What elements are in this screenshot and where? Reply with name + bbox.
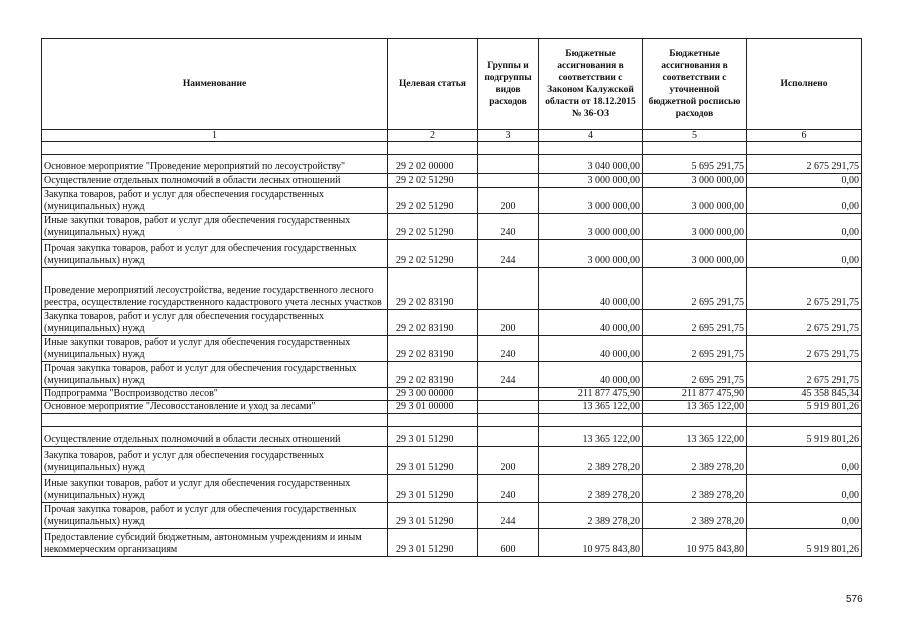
cell-target-article: 29 2 02 83190 <box>388 268 478 310</box>
cell-expense-group <box>478 268 539 310</box>
cell-expense-group: 240 <box>478 336 539 362</box>
cell-executed: 2 675 291,75 <box>747 268 862 310</box>
cell-law-allocation: 13 365 122,00 <box>539 401 643 414</box>
cell-executed: 5 919 801,26 <box>747 401 862 414</box>
cell-target-article: 29 2 02 00000 <box>388 155 478 174</box>
cell-name: Прочая закупка товаров, работ и услуг для обеспечения государственных (муниципальных) нужд <box>42 362 388 388</box>
cell-executed: 0,00 <box>747 188 862 214</box>
cell-name: Закупка товаров, работ и услуг для обеспечения государственных (муниципальных) нужд <box>42 447 388 475</box>
cell-name: Прочая закупка товаров, работ и услуг для обеспечения государственных (муниципальных) нужд <box>42 503 388 529</box>
spacer-cell <box>478 414 539 427</box>
cell-law-allocation: 40 000,00 <box>539 310 643 336</box>
cell-expense-group: 600 <box>478 529 539 557</box>
cell-law-allocation: 211 877 475,90 <box>539 388 643 401</box>
cell-expense-group: 200 <box>478 310 539 336</box>
cell-refined-allocation: 211 877 475,90 <box>643 388 747 401</box>
table-row <box>42 336 862 362</box>
cell-name: Основное мероприятие "Лесовосстановление и уход за лесами" <box>42 401 388 414</box>
spacer-row <box>42 414 862 427</box>
cell-law-allocation: 2 389 278,20 <box>539 447 643 475</box>
cell-refined-allocation: 2 389 278,20 <box>643 475 747 503</box>
table-row <box>42 529 862 557</box>
cell-target-article: 29 3 01 51290 <box>388 529 478 557</box>
cell-refined-allocation: 13 365 122,00 <box>643 427 747 447</box>
spacer-cell <box>747 414 862 427</box>
table-row <box>42 214 862 240</box>
column-number-row <box>42 130 862 142</box>
cell-expense-group: 200 <box>478 447 539 475</box>
cell-executed: 2 675 291,75 <box>747 336 862 362</box>
table-row <box>42 388 862 401</box>
cell-refined-allocation: 2 389 278,20 <box>643 447 747 475</box>
cell-target-article: 29 2 02 51290 <box>388 174 478 188</box>
cell-executed: 2 675 291,75 <box>747 362 862 388</box>
cell-target-article: 29 2 02 83190 <box>388 336 478 362</box>
cell-expense-group <box>478 427 539 447</box>
table-row <box>42 155 862 174</box>
header-expense-groups: Группы и подгруппы видов расходов <box>478 39 539 130</box>
table-row <box>42 427 862 447</box>
cell-name: Прочая закупка товаров, работ и услуг для обеспечения государственных (муниципальных) нужд <box>42 240 388 268</box>
cell-refined-allocation: 3 000 000,00 <box>643 174 747 188</box>
cell-name: Закупка товаров, работ и услуг для обеспечения государственных (муниципальных) нужд <box>42 310 388 336</box>
cell-target-article: 29 2 02 83190 <box>388 362 478 388</box>
cell-target-article: 29 3 01 51290 <box>388 475 478 503</box>
table-header <box>42 39 862 142</box>
table-row <box>42 362 862 388</box>
spacer-cell <box>42 414 388 427</box>
column-number: 2 <box>388 130 478 142</box>
cell-name: Основное мероприятие "Проведение мероприятий по лесоустройству" <box>42 155 388 174</box>
cell-target-article: 29 2 02 51290 <box>388 188 478 214</box>
cell-name: Закупка товаров, работ и услуг для обеспечения государственных (муниципальных) нужд <box>42 188 388 214</box>
cell-law-allocation: 13 365 122,00 <box>539 427 643 447</box>
cell-executed: 5 919 801,26 <box>747 529 862 557</box>
header-refined-allocations: Бюджетные ассигнования в соответствии с уточненной бюджетной росписью расходов <box>643 39 747 130</box>
header-law-allocations: Бюджетные ассигнования в соответствии с Законом Калужской области от 18.12.2015 № 36-ОЗ <box>539 39 643 130</box>
cell-target-article: 29 3 01 51290 <box>388 447 478 475</box>
header-name: Наименование <box>42 39 388 130</box>
cell-expense-group: 244 <box>478 503 539 529</box>
cell-executed: 0,00 <box>747 240 862 268</box>
cell-target-article: 29 3 01 51290 <box>388 427 478 447</box>
spacer-cell <box>539 142 643 155</box>
spacer-cell <box>388 142 478 155</box>
spacer-cell <box>747 142 862 155</box>
spacer-cell <box>478 142 539 155</box>
cell-expense-group: 244 <box>478 240 539 268</box>
cell-target-article: 29 3 01 51290 <box>388 503 478 529</box>
cell-executed: 0,00 <box>747 174 862 188</box>
cell-law-allocation: 40 000,00 <box>539 336 643 362</box>
cell-law-allocation: 3 000 000,00 <box>539 174 643 188</box>
column-number: 6 <box>747 130 862 142</box>
column-number: 4 <box>539 130 643 142</box>
cell-executed: 5 919 801,26 <box>747 427 862 447</box>
cell-name: Иные закупки товаров, работ и услуг для обеспечения государственных (муниципальных) нужд <box>42 336 388 362</box>
table-row <box>42 240 862 268</box>
column-number: 1 <box>42 130 388 142</box>
page-number: 576 <box>846 594 863 605</box>
cell-expense-group <box>478 174 539 188</box>
cell-law-allocation: 2 389 278,20 <box>539 503 643 529</box>
cell-target-article: 29 3 01 00000 <box>388 401 478 414</box>
cell-executed: 45 358 845,34 <box>747 388 862 401</box>
table-row <box>42 188 862 214</box>
cell-expense-group <box>478 388 539 401</box>
table-row <box>42 268 862 310</box>
cell-target-article: 29 2 02 83190 <box>388 310 478 336</box>
cell-refined-allocation: 5 695 291,75 <box>643 155 747 174</box>
spacer-row <box>42 142 862 155</box>
cell-expense-group <box>478 155 539 174</box>
cell-name: Предоставление субсидий бюджетным, автономным учреждениям и иным некоммерческим организациям <box>42 529 388 557</box>
cell-refined-allocation: 2 695 291,75 <box>643 336 747 362</box>
column-number: 3 <box>478 130 539 142</box>
cell-refined-allocation: 3 000 000,00 <box>643 240 747 268</box>
cell-executed: 2 675 291,75 <box>747 155 862 174</box>
cell-refined-allocation: 2 695 291,75 <box>643 310 747 336</box>
cell-law-allocation: 3 000 000,00 <box>539 240 643 268</box>
table-row <box>42 447 862 475</box>
cell-refined-allocation: 3 000 000,00 <box>643 214 747 240</box>
cell-refined-allocation: 2 695 291,75 <box>643 362 747 388</box>
cell-refined-allocation: 2 389 278,20 <box>643 503 747 529</box>
cell-name: Иные закупки товаров, работ и услуг для обеспечения государственных (муниципальных) нужд <box>42 475 388 503</box>
cell-law-allocation: 3 040 000,00 <box>539 155 643 174</box>
header-target-article: Целевая статья <box>388 39 478 130</box>
header-row <box>42 39 862 130</box>
cell-refined-allocation: 13 365 122,00 <box>643 401 747 414</box>
cell-law-allocation: 40 000,00 <box>539 268 643 310</box>
cell-law-allocation: 10 975 843,80 <box>539 529 643 557</box>
table-row <box>42 401 862 414</box>
cell-expense-group: 240 <box>478 475 539 503</box>
table-row <box>42 475 862 503</box>
spacer-cell <box>539 414 643 427</box>
cell-law-allocation: 3 000 000,00 <box>539 188 643 214</box>
cell-executed: 2 675 291,75 <box>747 310 862 336</box>
cell-refined-allocation: 3 000 000,00 <box>643 188 747 214</box>
spacer-cell <box>643 142 747 155</box>
cell-name: Подпрограмма "Воспроизводство лесов" <box>42 388 388 401</box>
cell-law-allocation: 2 389 278,20 <box>539 475 643 503</box>
table-body <box>42 142 862 557</box>
cell-target-article: 29 2 02 51290 <box>388 240 478 268</box>
budget-table <box>41 38 862 557</box>
cell-target-article: 29 2 02 51290 <box>388 214 478 240</box>
cell-expense-group <box>478 401 539 414</box>
cell-expense-group: 240 <box>478 214 539 240</box>
cell-executed: 0,00 <box>747 214 862 240</box>
cell-name: Иные закупки товаров, работ и услуг для обеспечения государственных (муниципальных) нужд <box>42 214 388 240</box>
cell-law-allocation: 40 000,00 <box>539 362 643 388</box>
header-executed: Исполнено <box>747 39 862 130</box>
cell-name: Проведение мероприятий лесоустройства, ведение государственного лесного реестра, осуществление государственного кадастрового учета лесных участков <box>42 268 388 310</box>
spacer-cell <box>42 142 388 155</box>
table-row <box>42 503 862 529</box>
spacer-cell <box>643 414 747 427</box>
cell-executed: 0,00 <box>747 475 862 503</box>
cell-expense-group: 200 <box>478 188 539 214</box>
cell-name: Осуществление отдельных полномочий в области лесных отношений <box>42 427 388 447</box>
cell-law-allocation: 3 000 000,00 <box>539 214 643 240</box>
cell-refined-allocation: 10 975 843,80 <box>643 529 747 557</box>
table-row <box>42 310 862 336</box>
cell-executed: 0,00 <box>747 503 862 529</box>
spacer-cell <box>388 414 478 427</box>
cell-name: Осуществление отдельных полномочий в области лесных отношений <box>42 174 388 188</box>
cell-executed: 0,00 <box>747 447 862 475</box>
cell-target-article: 29 3 00 00000 <box>388 388 478 401</box>
column-number: 5 <box>643 130 747 142</box>
cell-refined-allocation: 2 695 291,75 <box>643 268 747 310</box>
table-row <box>42 174 862 188</box>
cell-expense-group: 244 <box>478 362 539 388</box>
